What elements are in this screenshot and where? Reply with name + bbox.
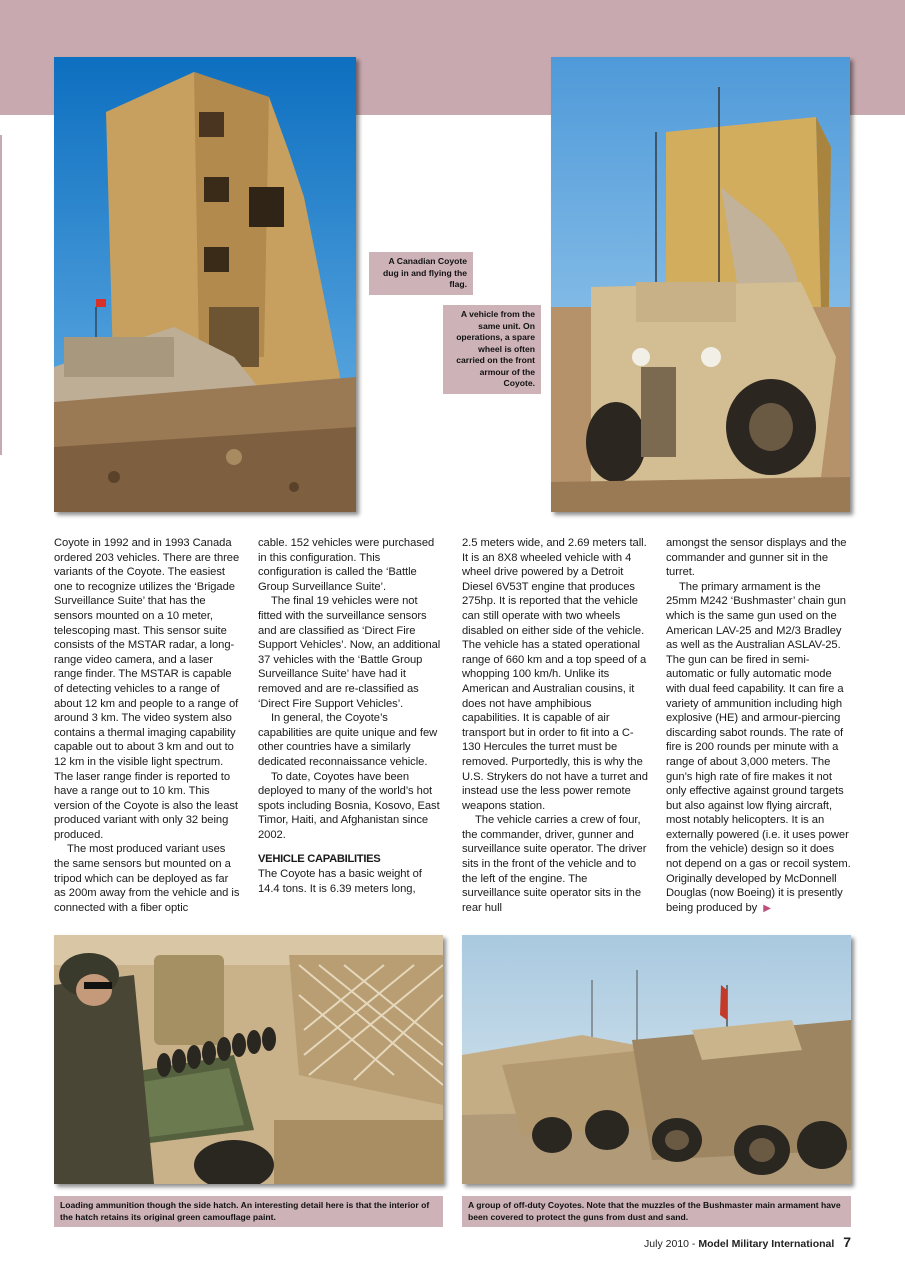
paragraph: The final 19 vehicles were not fitted with the surveillance sensors and are classified as ‘Direct Fire Support Vehicles’. Now, an additional 37 vehicles with the ‘Battle Group Surveillance Suite’ have had it removed and are re-classified as ‘Direct Fire Support Vehicles’. xyxy=(258,595,441,710)
text-column-3 xyxy=(462,536,648,915)
issue-date: July 2010 - xyxy=(644,1238,696,1250)
paragraph: amongst the sensor displays and the commander and gunner sit in the turret. xyxy=(666,537,847,579)
paragraph: In general, the Coyote’s capabilities are quite unique and few other countries have a similarly dedicated reconnaissance vehicle. xyxy=(258,712,438,768)
paragraph: cable. 152 vehicles were purchased in this configuration. This configuration is called the ‘Battle Group Surveillance Suite’. xyxy=(258,537,435,593)
photo-loading-ammunition xyxy=(54,935,443,1184)
text-column-1 xyxy=(54,536,240,915)
magazine-title: Model Military International xyxy=(698,1238,835,1250)
paragraph: 2.5 meters wide, and 2.69 meters tall. It is an 8X8 wheeled vehicle with 4 wheel drive powered by a Detroit Diesel 6V53T engine that produces 275hp. It is reported that the vehicle can still operate with two wheels disabled on either side of the vehicle. The vehicle has a stated operational range of 660 km and a top speed of a whopping 100 km/h. Unlike its American and Australian cousins, it does not have amphibious capabilities. It is capable of air transport but in order to fit into a C-130 Hercules the turret must be removed. Purportedly, this is why the U.S. Strykers do not have a turret and instead use the less power remote weapons station. xyxy=(462,537,648,812)
paragraph: Coyote in 1992 and in 1993 Canada ordered 203 vehicles. There are three variants of the Coyote. The easiest one to recognize utilizes the ‘Brigade Surveillance Suite’ that has the sensors mounted on a 10 meter, telescoping mast. This sensor suite consists of the MSTAR radar, a long-range video camera, and a laser range finder. The MSTAR is capable of detecting vehicles to a range of about 12 km and people to a range of around 3 km. The video system also contains a thermal imaging capability capable out to about 3 km and out to 12 km in the visible light spectrum. The laser range finder is reported to have a range out to 10 km. This version of the Coyote is also the least produced variant with only 32 being produced. xyxy=(54,537,240,841)
paragraph xyxy=(666,580,852,917)
paragraph: The Coyote has a basic weight of 14.4 tons. It is 6.39 meters long, xyxy=(258,868,422,895)
photo-coyote-dug-in xyxy=(54,57,356,512)
photo-vehicle-same-unit xyxy=(551,57,850,512)
text-column-2 xyxy=(258,536,444,896)
page-footer xyxy=(644,1234,851,1250)
section-heading: VEHICLE CAPABILITIES xyxy=(258,853,381,866)
page-number: 7 xyxy=(843,1234,851,1250)
caption-photo2: A vehicle from the same unit. On operations, a spare wheel is often carried on the front armour of the Coyote. xyxy=(443,305,541,394)
caption-photo3: Loading ammunition though the side hatch. An interesting detail here is that the interior of the hatch retains its original green camouflage paint. xyxy=(54,1196,443,1227)
caption-photo4: A group of off-duty Coyotes. Note that the muzzles of the Bushmaster main armament have been covered to protect the guns from dust and sand. xyxy=(462,1196,851,1227)
margin-rule xyxy=(0,135,2,455)
photo-group-of-coyotes xyxy=(462,935,851,1184)
paragraph: The most produced variant uses the same sensors but mounted on a tripod which can be deployed as far as 200m away from the vehicle and is connected with a fiber optic xyxy=(54,843,240,914)
continue-arrow-icon: ▶ xyxy=(763,902,771,914)
paragraph-text: The primary armament is the 25mm M242 ‘Bushmaster’ chain gun which is the same gun used on the American LAV-25 and M2/3 Bradley as well as the Australian ASLAV-25. The gun can be fired in semi-automatic or fully automatic mode with dual feed capability. It can fire a variety of ammunition including high explosive (HE) and armour-piercing discarding sabot rounds. The rate of fire is 200 rounds per minute with a range of about 3,000 meters. The gun’s high rate of fire makes it not only effective against ground targets but also against low flying aircraft, most notably helicopters. It is an externally powered (i.e. it uses power from the vehicle) design so it does not depend on a gas or recoil system. Originally developed by McDonnell Douglas (now Boeing) it is presently being produced by xyxy=(666,580,851,914)
paragraph: The vehicle carries a crew of four, the commander, driver, gunner and surveillance suite operator. The driver sits in the front of the vehicle and to the left of the engine. The surveillance suite operator sits in the rear hull xyxy=(462,814,647,914)
paragraph: To date, Coyotes have been deployed to many of the world’s hot spots including Bosnia, Kosovo, East Timor, Haiti, and Afghanistan since 2002. xyxy=(258,770,440,841)
caption-photo1: A Canadian Coyote dug in and flying the flag. xyxy=(369,252,473,295)
text-column-4 xyxy=(666,536,852,916)
